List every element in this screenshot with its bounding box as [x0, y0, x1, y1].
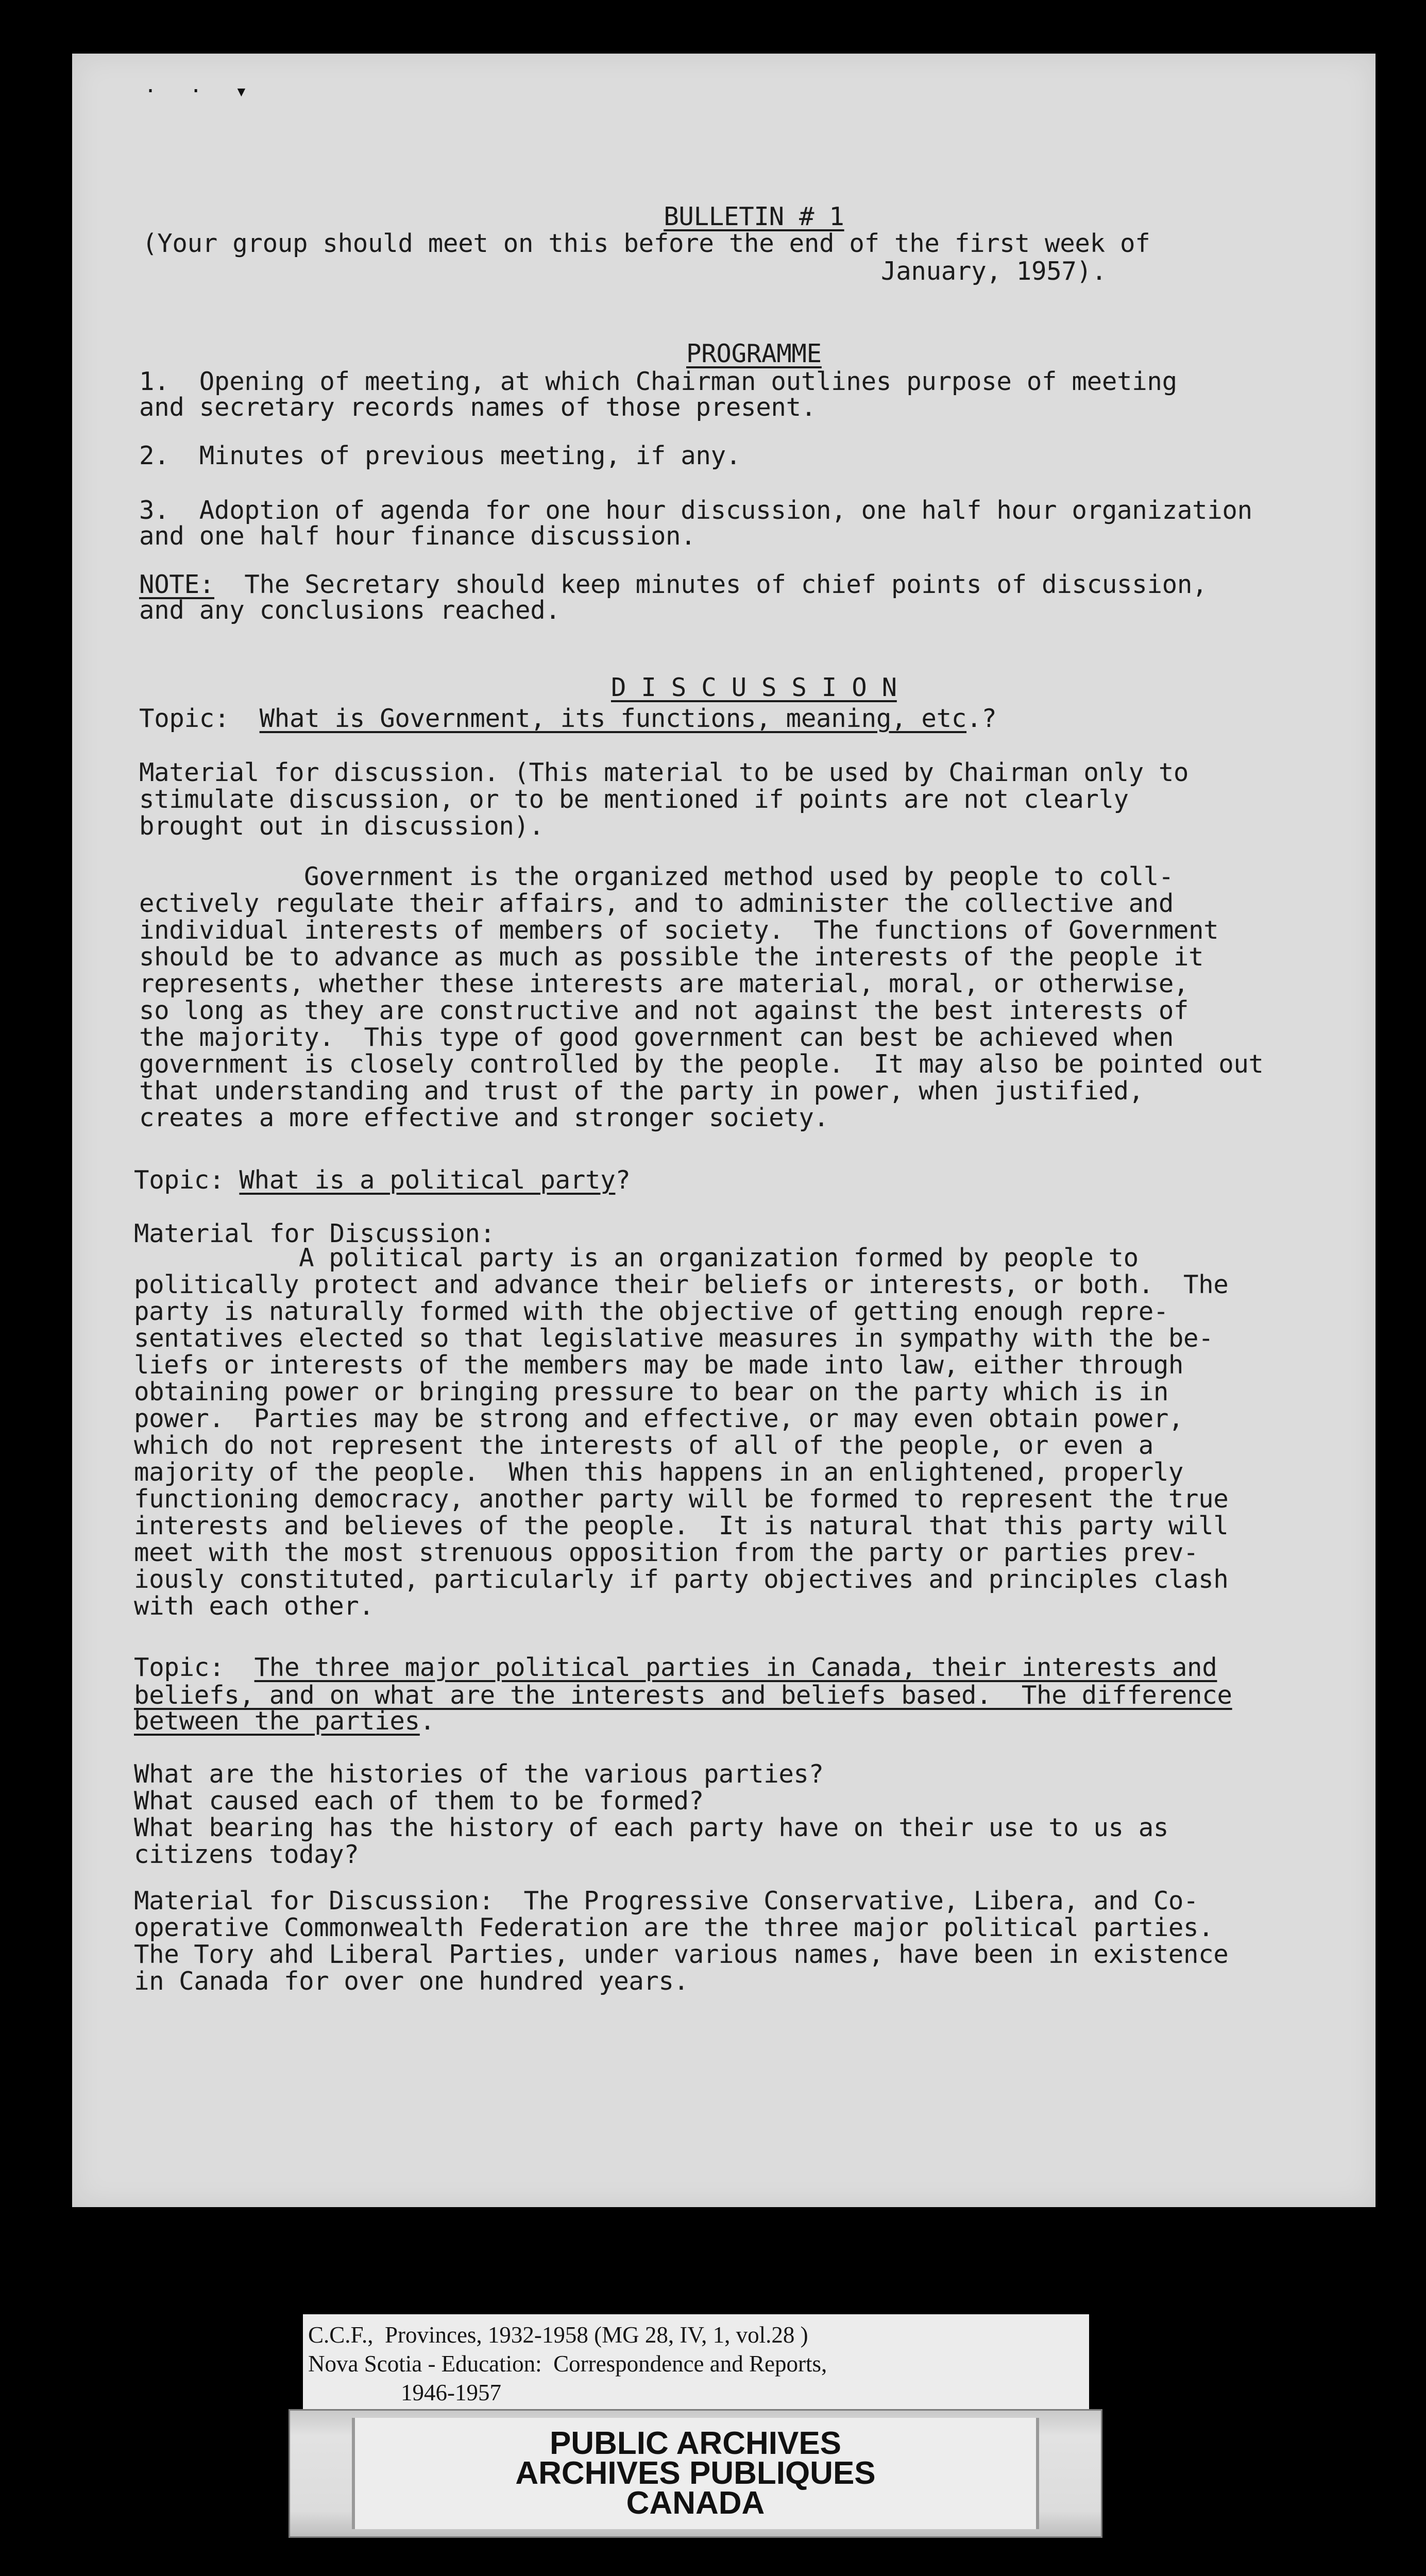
programme-item-3-line-2: and one half hour finance discussion.	[139, 521, 696, 551]
stamp-line-3: CANADA	[626, 2485, 765, 2521]
stamp-inner	[352, 2418, 1039, 2529]
archive-label-line-2: Nova Scotia - Education: Correspondence and Reports,	[308, 2351, 827, 2377]
topic-2-suffix: ?	[615, 1165, 631, 1195]
note-label: NOTE:	[139, 570, 215, 599]
topic-3-heading-line-1	[134, 1654, 1217, 1682]
topic-2-body: A political party is an organization formed by people to politically protect and advance their beliefs or interests, or both. The party is naturally formed with the objective of getting enough repre- sentatives elected so that legislative measures in sympathy with the be- liefs or interests of the members may be made into law, either through obtaining power or bringing pressure to bear on the party which is in power. Parties may be strong and effective, or may even obtain power, which do not represent the interests of all of the people, or even a majority of the people. When this happens in an enlightened, properly functioning democracy, another party will be formed to represent the true interests and believes of the people. It is natural that this party will meet with the most strenuous opposition from the party or parties prev- iously constituted, particularly if party objectives and principles clash with each other.	[134, 1243, 1229, 1621]
topic-2-material-label: Material for Discussion:	[134, 1219, 495, 1248]
topic-3-title-line-2: beliefs, and on what are the interests and beliefs based. The difference	[134, 1681, 1232, 1710]
topic-3-label: Topic:	[134, 1653, 254, 1682]
topic-2-label: Topic:	[134, 1165, 240, 1195]
topic-3-material: Material for Discussion: The Progressive Conservative, Libera, and Co- operative Commonwealth Federation are the three major political parties. The Tory ahd Liberal Parties, under various names, have been in existence in Canada for over one hundred years.	[134, 1886, 1229, 1996]
topic-3-questions: What are the histories of the various parties? What caused each of them to be formed? What bearing has the history of each party have on their use to us as citizens today?	[134, 1759, 1168, 1869]
archive-reference-label	[303, 2314, 1089, 2409]
paper-specks: · · ▾	[144, 79, 258, 103]
topic-3-title-line-1: The three major political parties in Canada, their interests and	[254, 1653, 1217, 1682]
topic-2-heading	[134, 1166, 631, 1194]
topic-1-suffix: .?	[966, 704, 997, 733]
topic-3-heading-line-2	[134, 1682, 1232, 1709]
topic-1-material: Material for discussion. (This material to be used by Chairman only to stimulate discussion, or to be mentioned if points are not clearly brought out in discussion).	[139, 758, 1189, 841]
bulletin-title-text: BULLETIN # 1	[664, 202, 844, 231]
programme-heading-text: PROGRAMME	[686, 339, 822, 368]
note-line-2: and any conclusions reached.	[139, 596, 561, 625]
topic-1-body: Government is the organized method used by people to coll- ectively regulate their affairs, and to administer the collective and individual interests of members of society. The functions of Government should be to advance as much as possible the interests of the people it represents, whether these interests are material, moral, or otherwise, so long as they are constructive and not against the best interests of the majority. This type of good government can best be achieved when government is closely controlled by the people. It may also be pointed out that understanding and trust of the party in power, when justified, creates a more effective and stronger society.	[139, 862, 1264, 1132]
programme-item-2: 2. Minutes of previous meeting, if any.	[139, 441, 741, 470]
note-text: The Secretary should keep minutes of chief points of discussion,	[214, 570, 1208, 599]
document-page	[72, 54, 1376, 2207]
topic-1-title: What is Government, its functions, meaning, etc	[259, 704, 967, 733]
archive-label-line-1: C.C.F., Provinces, 1932-1958 (MG 28, IV, 1, vol.28 )	[308, 2322, 808, 2348]
intro-line-1: (Your group should meet on this before the end of the first week of	[142, 229, 1150, 258]
archive-label-line-3: 1946-1957	[308, 2380, 501, 2405]
public-archives-stamp	[288, 2409, 1102, 2538]
note-line-1	[139, 571, 1207, 599]
topic-1-label: Topic:	[139, 704, 260, 733]
topic-2-title: What is a political party	[239, 1165, 616, 1195]
programme-item-3-line-1: 3. Adoption of agenda for one hour discussion, one half hour organization	[139, 496, 1252, 525]
topic-3-title-line-3: between the parties	[134, 1706, 420, 1736]
topic-3-heading-line-3	[134, 1707, 435, 1735]
discussion-heading-text: D I S C U S S I O N	[611, 673, 897, 702]
stamp-line-2: ARCHIVES PUBLIQUES	[515, 2455, 876, 2491]
intro-line-2: January, 1957).	[881, 257, 1107, 286]
topic-3-suffix: .	[419, 1706, 435, 1736]
stamp-line-1: PUBLIC ARCHIVES	[549, 2426, 842, 2461]
topic-1-heading	[139, 705, 996, 733]
programme-item-1-line-1: 1. Opening of meeting, at which Chairman outlines purpose of meeting	[139, 367, 1177, 396]
programme-item-1-line-2: and secretary records names of those present.	[139, 393, 817, 422]
